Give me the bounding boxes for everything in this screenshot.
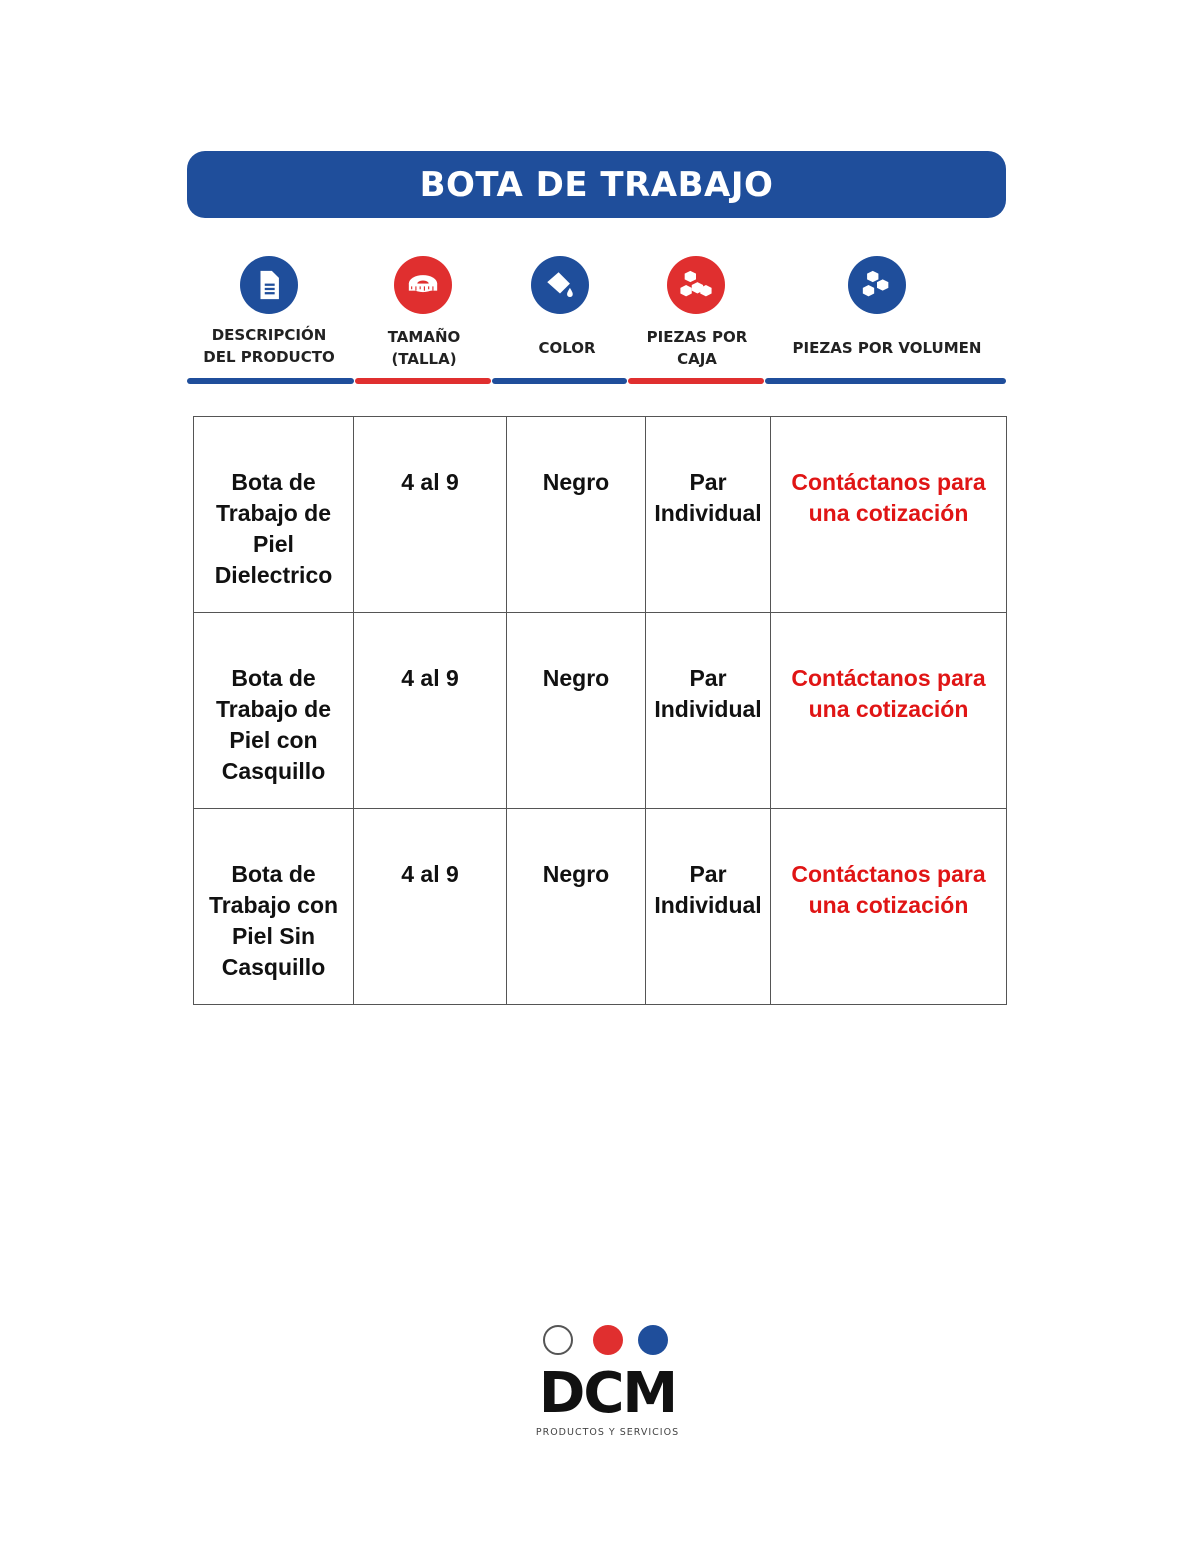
header-underline-red	[355, 378, 491, 384]
table-row	[194, 809, 1007, 1005]
logo-tagline: PRODUCTOS Y SERVICIOS	[535, 1427, 680, 1438]
logo-dot-white	[543, 1325, 573, 1355]
measuring-tape-icon	[394, 256, 452, 314]
size-cell: 4 al 9	[354, 417, 507, 613]
column-header-pieces-per-volume: PIEZAS POR VOLUMEN	[792, 339, 982, 357]
table-row	[194, 417, 1007, 613]
description-cell: Bota de Trabajo de Piel con Casquillo	[194, 613, 354, 809]
pieces-cell: Par Individual	[646, 613, 771, 809]
logo-dot-red	[593, 1325, 623, 1355]
column-header-color: COLOR	[538, 339, 596, 357]
logo-dot-blue	[638, 1325, 668, 1355]
header-underline-red	[628, 378, 764, 384]
column-header-pieces-per-box: PIEZAS POR CAJA	[646, 328, 748, 368]
column-header-size: TAMAÑO (TALLA)	[387, 328, 461, 368]
volume-cell: Contáctanos para una cotización	[771, 613, 1007, 809]
pieces-cell: Par Individual	[646, 809, 771, 1005]
title-banner	[187, 151, 1006, 218]
color-cell: Negro	[507, 613, 646, 809]
dcm-logo	[530, 1325, 685, 1445]
color-cell: Negro	[507, 809, 646, 1005]
table-row	[194, 613, 1007, 809]
logo-wordmark: DCM	[538, 1361, 677, 1426]
volume-cell: Contáctanos para una cotización	[771, 809, 1007, 1005]
header-underline-blue	[187, 378, 354, 384]
volume-cell: Contáctanos para una cotización	[771, 417, 1007, 613]
size-cell: 4 al 9	[354, 613, 507, 809]
boxes-icon	[667, 256, 725, 314]
color-cell: Negro	[507, 417, 646, 613]
header-underline-blue	[492, 378, 627, 384]
description-cell: Bota de Trabajo de Piel Dielectrico	[194, 417, 354, 613]
boxes-stack-icon	[848, 256, 906, 314]
page-title: BOTA DE TRABAJO	[419, 164, 774, 205]
paint-bucket-icon	[531, 256, 589, 314]
document-icon	[240, 256, 298, 314]
size-cell: 4 al 9	[354, 809, 507, 1005]
column-header-description: DESCRIPCIÓN DEL PRODUCTO	[203, 326, 335, 366]
pieces-cell: Par Individual	[646, 417, 771, 613]
description-cell: Bota de Trabajo con Piel Sin Casquillo	[194, 809, 354, 1005]
product-table	[193, 416, 1007, 1005]
header-underline-blue	[765, 378, 1006, 384]
